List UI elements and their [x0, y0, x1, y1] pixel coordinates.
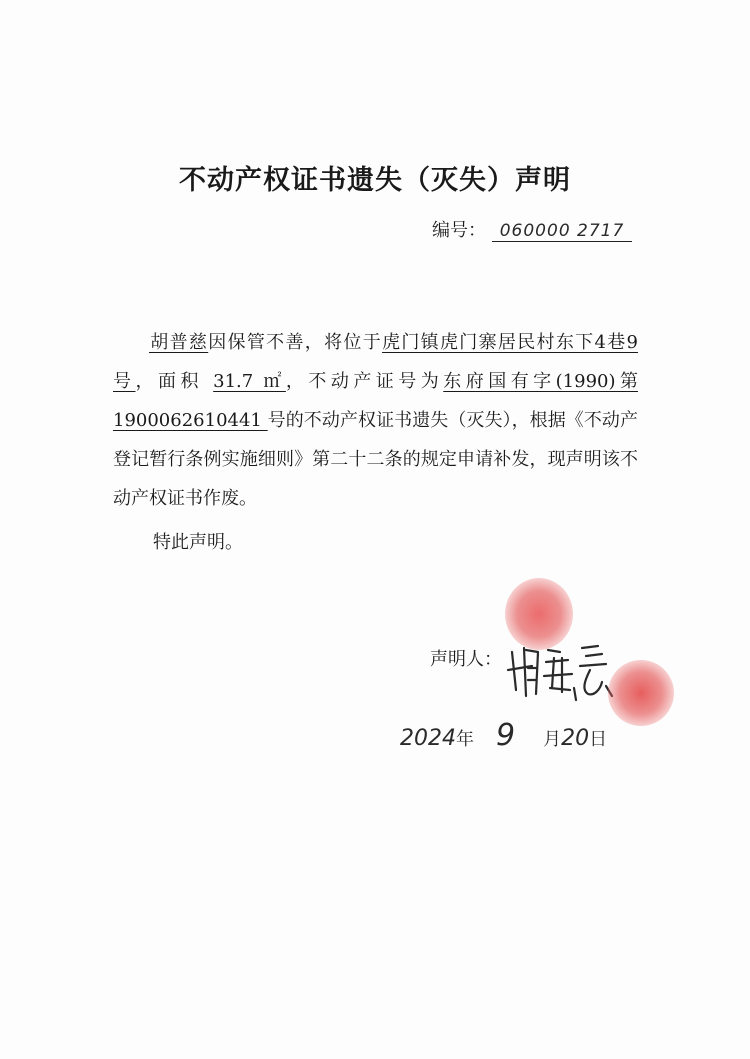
- declarant-line: [430, 645, 502, 671]
- declaration-body: [113, 323, 638, 518]
- number-label: 编号：: [432, 220, 486, 241]
- date-year: 2024: [400, 726, 456, 751]
- date-month-unit: 月: [543, 729, 562, 750]
- property-address: 虎门镇虎门寨居民村东下4巷9号: [113, 332, 639, 392]
- body-text-3: ，不动产证号为: [285, 371, 444, 392]
- date-day: 20: [561, 726, 590, 751]
- certificate-number: 东府国有字(1990)第 1900062610441: [113, 371, 638, 431]
- document-title: 不动产权证书遗失（灭失）声明: [179, 165, 571, 196]
- body-text-4: 号的不动产权证书遗失（灭失），根据《不动产登记暂行条例实施细则》第二十二条的规定申请补发，现声明该不动产权证书作废。: [113, 410, 638, 509]
- number-value: 060000 2717: [492, 221, 632, 242]
- date-month: 9: [496, 718, 516, 753]
- declarant-label: 声明人：: [430, 649, 502, 670]
- fingerprint-stamp: [608, 660, 674, 726]
- document-number: [432, 216, 632, 242]
- date-day-unit: 日: [589, 729, 608, 750]
- body-text-1: 因保管不善，将位于: [208, 332, 383, 353]
- property-area: 31.7 ㎡: [213, 371, 286, 392]
- owner-name: 胡普慈: [149, 332, 209, 353]
- body-text-2: ，面积: [135, 371, 214, 392]
- closing-statement: 特此声明。: [153, 532, 243, 553]
- date-line: [400, 718, 607, 753]
- date-year-unit: 年: [456, 729, 474, 750]
